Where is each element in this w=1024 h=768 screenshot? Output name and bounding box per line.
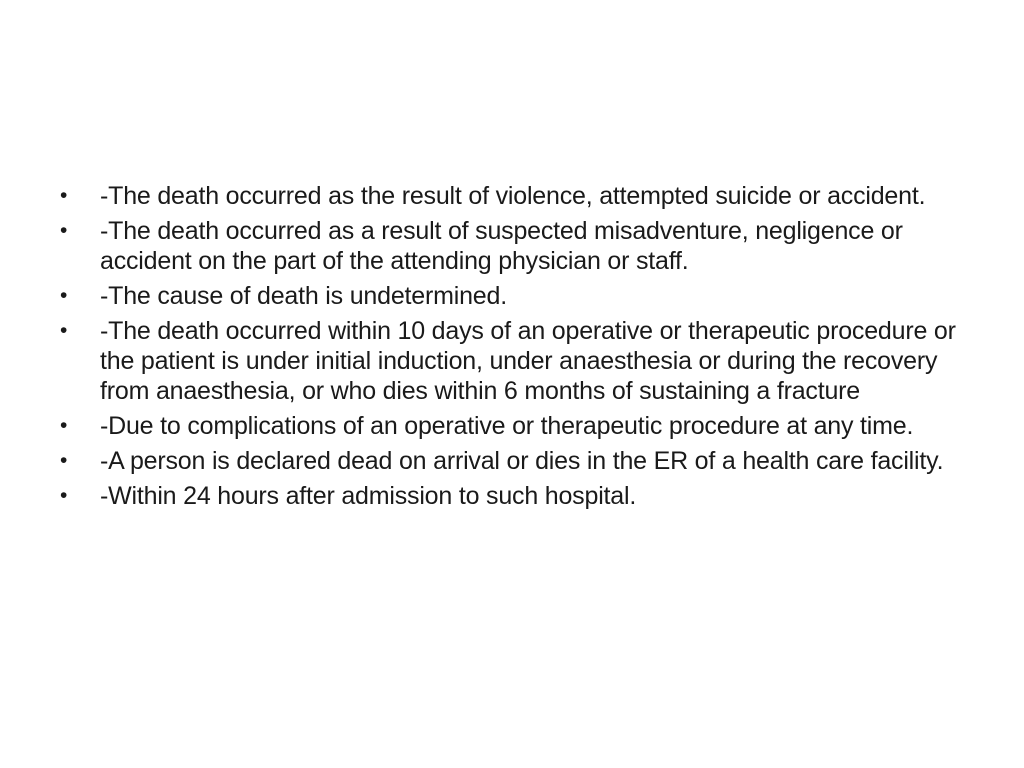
bullet-text: -The death occurred as the result of violence, attempted suicide or accident. [100, 182, 926, 210]
bullet-text: -The cause of death is undetermined. [100, 282, 507, 310]
bullet-text: -A person is declared dead on arrival or dies in the ER of a health care facility. [100, 447, 944, 475]
bullet-icon: • [60, 449, 68, 472]
bullet-icon: • [60, 414, 68, 437]
list-item [60, 316, 960, 406]
list-item [60, 481, 960, 511]
bullet-text: -Due to complications of an operative or therapeutic procedure at any time. [100, 412, 914, 440]
bullet-icon: • [60, 319, 68, 342]
list-item [60, 216, 960, 276]
bullet-text: -The death occurred as a result of suspected misadventure, negligence or accident on the part of the attending physician or staff. [100, 217, 903, 275]
list-item [60, 181, 960, 211]
list-item [60, 411, 960, 441]
bullet-text: -Within 24 hours after admission to such hospital. [100, 482, 637, 510]
bullet-icon: • [60, 284, 68, 307]
list-item [60, 281, 960, 311]
bullet-icon: • [60, 219, 68, 242]
bullet-text: -The death occurred within 10 days of an operative or therapeutic procedure or the patient is under initial induction, under anaesthesia or during the recovery from anaesthesia, or who dies within 6 months of sustaining a fracture [100, 317, 956, 405]
list-item [60, 446, 960, 476]
bullet-list [60, 181, 960, 511]
slide-content [60, 181, 960, 516]
bullet-icon: • [60, 484, 68, 507]
bullet-icon: • [60, 184, 68, 207]
